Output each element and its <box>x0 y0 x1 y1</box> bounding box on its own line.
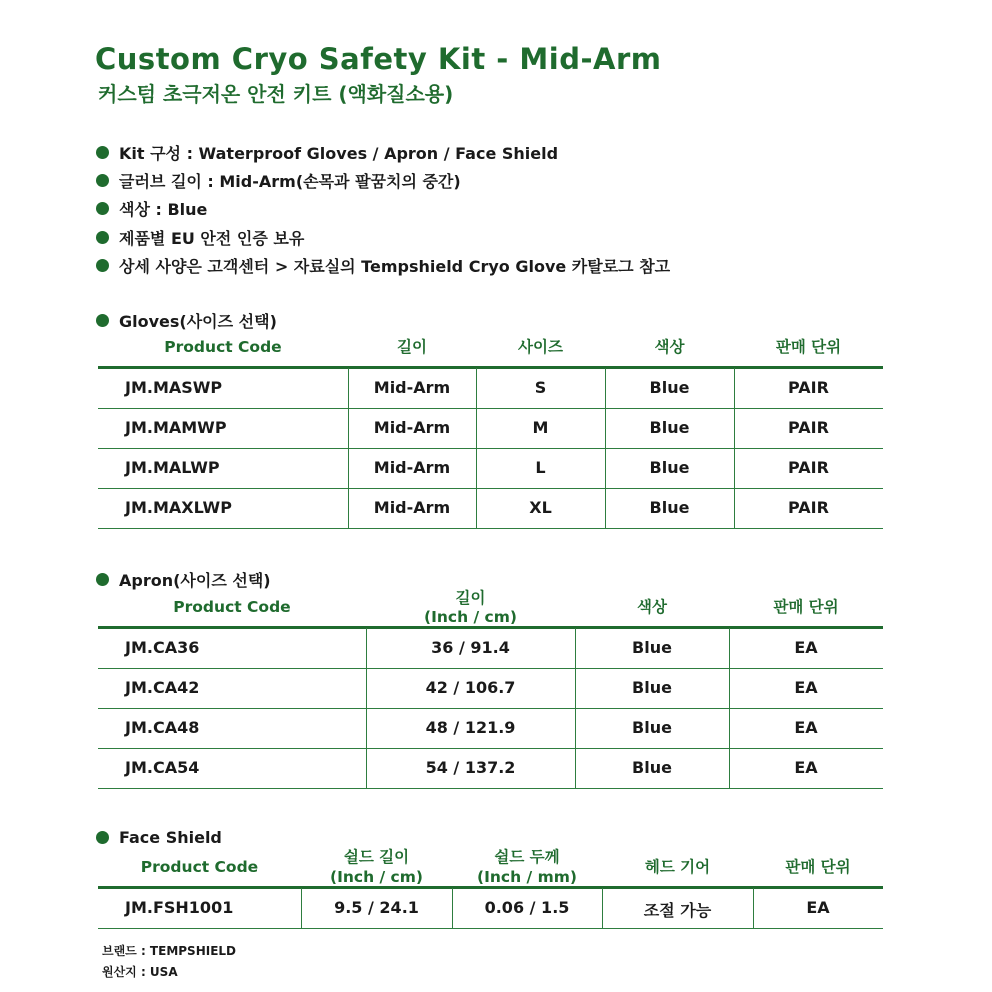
apron-section-title <box>96 568 271 591</box>
cell-color: Blue <box>649 458 690 477</box>
row-divider <box>98 488 883 489</box>
row-divider <box>98 708 883 709</box>
row-divider <box>98 528 883 529</box>
header-divider <box>98 366 883 369</box>
cell-length: 48 / 121.9 <box>425 718 516 737</box>
cell-code: JM.MAXLWP <box>125 498 232 517</box>
cell-length: Mid-Arm <box>373 418 451 437</box>
cell-headgear: 조절 가능 <box>643 901 712 920</box>
header-color: 색상 <box>654 338 685 356</box>
header-shield-length: 쉴드 길이 <box>343 848 410 866</box>
face-shield-section-title <box>96 828 222 847</box>
page-title: Custom Cryo Safety Kit - Mid-Arm <box>95 42 662 76</box>
bullet-dot-icon <box>96 174 109 187</box>
bullet-text: 상세 사양은 고객센터 > 자료실의 Tempshield Cryo Glove 카탈로그 참고 <box>119 257 671 276</box>
cell-code: JM.CA54 <box>125 758 200 777</box>
cell-color: Blue <box>632 758 672 777</box>
gloves-section-title <box>96 309 277 332</box>
cell-color: Blue <box>632 718 672 737</box>
bullet-item <box>96 254 670 277</box>
bullet-dot-icon <box>96 231 109 244</box>
bullet-dot-icon <box>96 573 109 586</box>
row-divider <box>98 788 883 789</box>
cell-length: 54 / 137.2 <box>425 758 516 777</box>
cell-length: Mid-Arm <box>373 498 451 517</box>
cell-color: Blue <box>649 498 690 517</box>
header-color: 색상 <box>637 598 667 616</box>
section-title-text: Gloves(사이즈 선택) <box>119 312 277 331</box>
cell-code: JM.CA48 <box>125 718 200 737</box>
bullet-dot-icon <box>96 146 109 159</box>
bullet-item <box>96 169 461 192</box>
cell-unit: EA <box>806 898 830 917</box>
page-subtitle: 커스텀 초극저온 안전 키트 (액화질소용) <box>98 82 454 106</box>
header-divider <box>98 626 883 629</box>
cell-unit: EA <box>794 758 818 777</box>
cell-length: Mid-Arm <box>373 458 451 477</box>
bullet-text: 글러브 길이 : Mid-Arm(손목과 팔꿈치의 중간) <box>119 172 461 191</box>
cell-code: JM.MAMWP <box>125 418 227 437</box>
origin-note: 원산지 : USA <box>102 965 178 979</box>
header-shield-thickness-unit: (Inch / mm) <box>477 868 577 886</box>
header-length: 길이 <box>455 589 486 607</box>
cell-unit: PAIR <box>788 418 829 437</box>
cell-unit: PAIR <box>788 498 829 517</box>
cell-code: JM.CA42 <box>125 678 200 697</box>
bullet-item <box>96 226 304 249</box>
bullet-text: Kit 구성 : Waterproof Gloves / Apron / Face Shield <box>119 144 559 163</box>
cell-length: Mid-Arm <box>373 378 451 397</box>
cell-unit: PAIR <box>788 378 829 397</box>
cell-color: Blue <box>649 378 690 397</box>
header-length-unit: (Inch / cm) <box>424 608 517 626</box>
bullet-item <box>96 141 558 164</box>
bullet-dot-icon <box>96 314 109 327</box>
cell-code: JM.CA36 <box>125 638 200 657</box>
section-title-text: Face Shield <box>119 828 222 847</box>
bullet-dot-icon <box>96 259 109 272</box>
row-divider <box>98 668 883 669</box>
bullet-text: 제품별 EU 안전 인증 보유 <box>119 229 305 248</box>
header-unit: 판매 단위 <box>773 598 839 616</box>
cell-length: 42 / 106.7 <box>425 678 516 697</box>
cell-color: Blue <box>632 678 672 697</box>
bullet-item <box>96 197 207 220</box>
row-divider <box>98 748 883 749</box>
header-unit: 판매 단위 <box>775 338 842 356</box>
row-divider <box>98 928 883 929</box>
cell-size: S <box>534 378 547 397</box>
header-unit: 판매 단위 <box>785 858 851 876</box>
row-divider <box>98 448 883 449</box>
cell-size: M <box>532 418 549 437</box>
cell-unit: EA <box>794 638 818 657</box>
section-title-text: Apron(사이즈 선택) <box>119 571 271 590</box>
row-divider <box>98 408 883 409</box>
header-divider <box>98 886 883 889</box>
header-product-code: Product Code <box>164 338 282 356</box>
cell-length: 36 / 91.4 <box>431 638 510 657</box>
cell-color: Blue <box>632 638 672 657</box>
bullet-dot-icon <box>96 831 109 844</box>
header-product-code: Product Code <box>140 858 259 876</box>
cell-code: JM.FSH1001 <box>125 898 234 917</box>
cell-unit: PAIR <box>788 458 829 477</box>
header-headgear: 헤드 기어 <box>644 858 711 876</box>
cell-unit: EA <box>794 718 818 737</box>
cell-size: XL <box>529 498 552 517</box>
header-product-code: Product Code <box>173 598 291 616</box>
cell-size: L <box>535 458 546 477</box>
bullet-text: 색상 : Blue <box>119 200 208 219</box>
header-size: 사이즈 <box>518 338 563 356</box>
header-shield-thickness: 쉴드 두께 <box>494 848 560 866</box>
header-shield-length-unit: (Inch / cm) <box>330 868 423 886</box>
cell-code: JM.MALWP <box>125 458 220 477</box>
cell-shield-length: 9.5 / 24.1 <box>334 898 419 917</box>
header-length: 길이 <box>397 338 427 356</box>
cell-unit: EA <box>794 678 818 697</box>
cell-color: Blue <box>649 418 690 437</box>
bullet-dot-icon <box>96 202 109 215</box>
cell-code: JM.MASWP <box>125 378 223 397</box>
brand-note: 브랜드 : TEMPSHIELD <box>102 944 237 958</box>
cell-shield-thickness: 0.06 / 1.5 <box>484 898 570 917</box>
